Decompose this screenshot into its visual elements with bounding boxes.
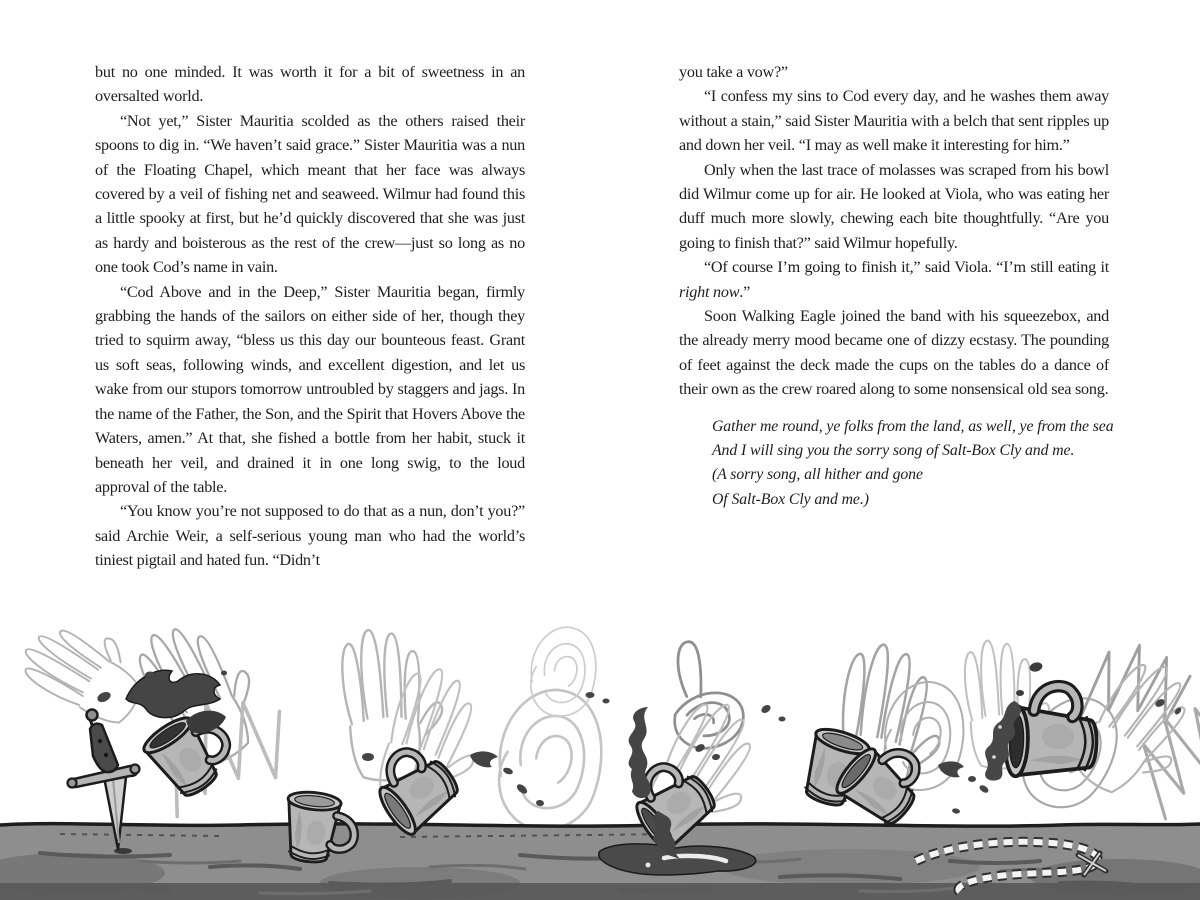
verse-line: (A sorry song, all hither and gone <box>712 466 923 484</box>
paragraph: “Not yet,” Sister Mauritia scolded as the others raised their spoons to dig in. “We haven’t said grace.” Sister Mauritia was a nun of the Floating Chapel, which meant that her face was always covered by a veil of fishing net and seaweed. Wilmur had found this a little spooky at first, but he’d quickly discovered that she was just as hardy and boisterous as the rest of the crew—just so long as no one took Cod’s name in vain. <box>95 111 525 277</box>
verse-line: Gather me round, ye folks from the land, as well, ye from the sea <box>712 417 1114 435</box>
sea-song-verse <box>712 415 1114 512</box>
verse-line: Of Salt-Box Cly and me.) <box>712 490 869 508</box>
paragraph: you take a vow?” <box>679 63 788 81</box>
spilled-drink-puddle <box>599 844 756 875</box>
deck-celebration-illustration <box>0 615 1200 900</box>
thumbs-up-sketch-icon <box>664 635 748 752</box>
wooden-deck <box>0 824 1200 900</box>
paragraph: “Of course I’m going to finish it,” said Viola. “I’m still eating it right now.” <box>679 258 1109 301</box>
paragraph: Soon Walking Eagle joined the band with his squeezebox, and the already merry mood became one of dizzy ecstasy. The pounding of feet against the deck made the cups on the tables do a dance of their own as the crew roared along to some nonsensical old sea song. <box>679 307 1109 399</box>
left-page-text <box>95 60 525 573</box>
paragraph: but no one minded. It was worth it for a bit of sweetness in an oversalted world. <box>95 63 525 106</box>
right-page-text <box>679 60 1114 512</box>
paragraph: “Cod Above and in the Deep,” Sister Mauritia began, firmly grabbing the hands of the sailors on either side of her, though they tried to squirm away, “bless us this day our bounteous feast. Grant us soft seas, following winds, and excellent digestion, and let us wake from our stupors tomorrow untroubled by staggers and jags. In the name of the Father, the Son, and the Spirit that Hovers Above the Waters, amen.” At that, she fished a bottle from her habit, stuck it beneath her veil, and drained it in one long swig, to the loud approval of the table. <box>95 282 525 496</box>
paragraph: Only when the last trace of molasses was scraped from his bowl did Wilmur come up for air. He looked at Viola, who was eating her duff much more slowly, chewing each bite thoughtfully. “Are you going to finish that?” said Wilmur hopefully. <box>679 160 1109 252</box>
paragraph: “I confess my sins to Cod every day, and he washes them away without a stain,” said Sister Mauritia with a belch that sent ripples up and down her veil. “I may as well make it interesting for him.” <box>679 87 1109 155</box>
paragraph: “You know you’re not supposed to do that as a nun, don’t you?” said Archie Weir, a self-serious young man who had the world’s tiniest pigtail and hated fun. “Didn’t <box>95 502 525 570</box>
fist-swirl-icon <box>499 690 601 830</box>
verse-line: And I will sing you the sorry song of Salt-Box Cly and me. <box>712 441 1075 459</box>
